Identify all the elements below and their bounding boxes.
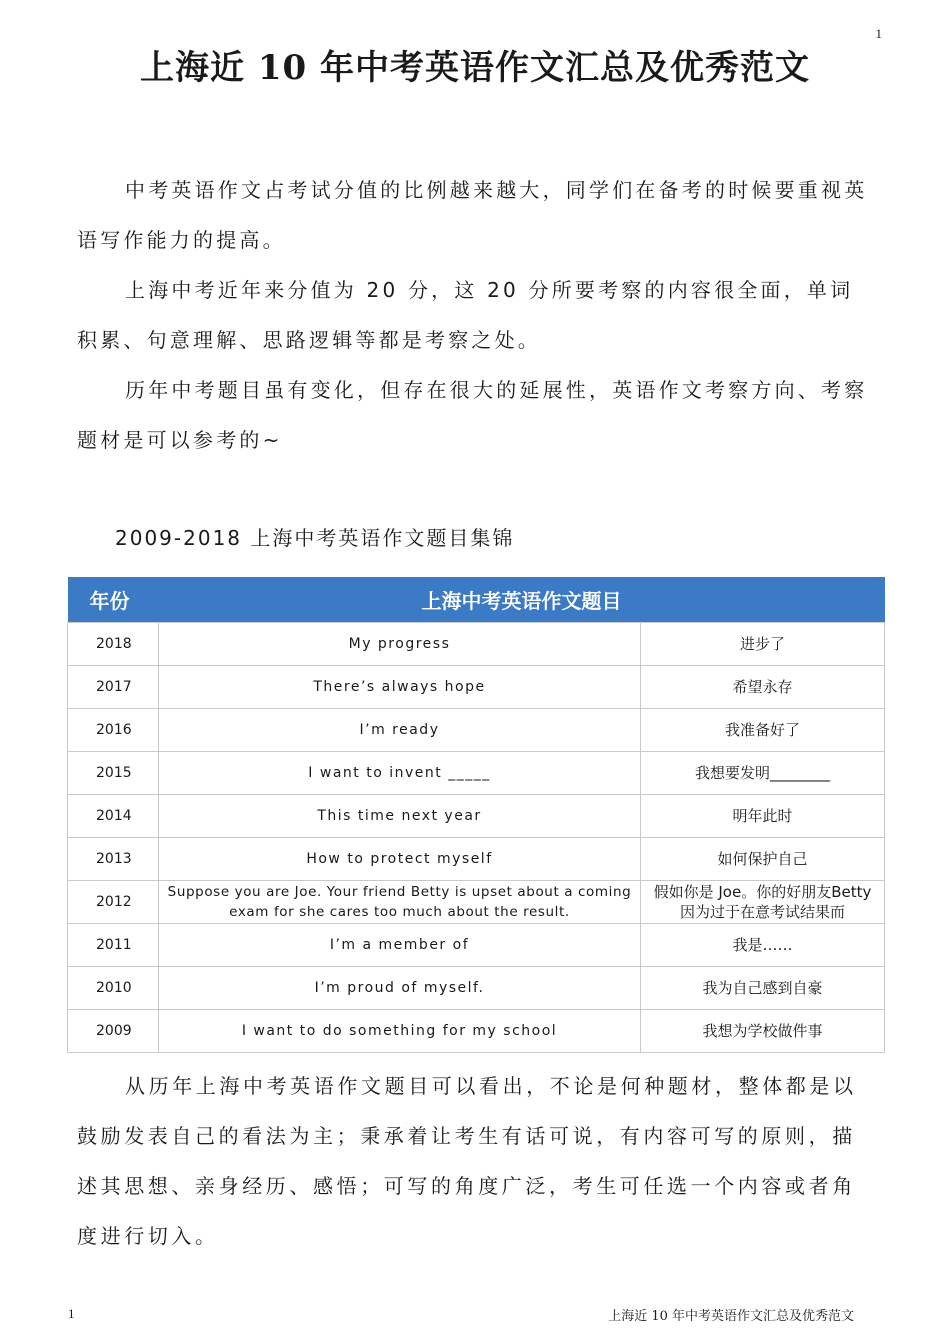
- intro-paragraph-3: 历年中考题目虽有变化，但存在很大的延展性，英语作文考察方向、考察题材是可以参考的~: [77, 378, 868, 452]
- year-cell: 2013: [68, 838, 159, 881]
- table-row: [68, 752, 885, 795]
- table-row: [68, 623, 885, 666]
- essay-topics-table: [67, 577, 885, 1053]
- year-cell: 2011: [68, 924, 159, 967]
- chinese-topic-cell: 我准备好了: [641, 709, 885, 752]
- english-topic-cell: My progress: [159, 623, 641, 666]
- year-cell: 2016: [68, 709, 159, 752]
- chinese-topic-cell: 明年此时: [641, 795, 885, 838]
- english-topic-cell: I’m a member of: [159, 924, 641, 967]
- table-row: [68, 709, 885, 752]
- year-cell: 2014: [68, 795, 159, 838]
- english-topic-cell: There’s always hope: [159, 666, 641, 709]
- chinese-topic-cell: 如何保护自己: [641, 838, 885, 881]
- document-title: 上海近 10 年中考英语作文汇总及优秀范文: [140, 48, 810, 88]
- english-topic-cell: I want to do something for my school: [159, 1010, 641, 1053]
- table-row: [68, 795, 885, 838]
- english-topic-cell: Suppose you are Joe. Your friend Betty is upset about a coming exam for she cares too much about the result.: [159, 881, 641, 924]
- chinese-topic-cell: 进步了: [641, 623, 885, 666]
- year-cell: 2009: [68, 1010, 159, 1053]
- english-topic-cell: How to protect myself: [159, 838, 641, 881]
- conclusion-paragraph: 从历年上海中考英语作文题目可以看出，不论是何种题材，整体都是以鼓励发表自己的看法为主；秉承着让考生有话可说，有内容可写的原则，描述其思想、亲身经历、感悟；可写的角度广泛，考生可任选一个内容或者角度进行切入。: [77, 1074, 857, 1248]
- english-topic-cell: This time next year: [159, 795, 641, 838]
- footer-page-number: 1: [68, 1306, 75, 1321]
- chinese-topic-cell: 我是……: [641, 924, 885, 967]
- chinese-topic-cell: 假如你是 Joe。你的好朋友Betty因为过于在意考试结果而: [641, 881, 885, 924]
- intro-paragraph-2: 上海中考近年来分值为 20 分，这 20 分所要考察的内容很全面，单词积累、句意理解、思路逻辑等都是考察之处。: [77, 278, 854, 352]
- intro-paragraph-1: 中考英语作文占考试分值的比例越来越大，同学们在备考的时候要重视英语写作能力的提高。: [77, 178, 868, 252]
- year-cell: 2017: [68, 666, 159, 709]
- header-page-number: 1: [875, 26, 882, 41]
- table-row: [68, 881, 885, 924]
- english-topic-cell: I want to invent _____: [159, 752, 641, 795]
- chinese-topic-cell: 我想为学校做件事: [641, 1010, 885, 1053]
- footer-title: 上海近 10 年中考英语作文汇总及优秀范文: [608, 1309, 854, 1324]
- english-topic-cell: I’m proud of myself.: [159, 967, 641, 1010]
- table-header-row: [68, 577, 885, 623]
- table-row: [68, 967, 885, 1010]
- chinese-topic-cell: 我为自己感到自豪: [641, 967, 885, 1010]
- year-cell: 2015: [68, 752, 159, 795]
- english-topic-cell: I’m ready: [159, 709, 641, 752]
- table-row: [68, 838, 885, 881]
- year-cell: 2012: [68, 881, 159, 924]
- table-row: [68, 666, 885, 709]
- year-cell: 2018: [68, 623, 159, 666]
- table-row: [68, 1010, 885, 1053]
- year-cell: 2010: [68, 967, 159, 1010]
- table-row: [68, 924, 885, 967]
- chinese-topic-cell: 我想要发明________: [641, 752, 885, 795]
- table-caption: 2009-2018 上海中考英语作文题目集锦: [115, 526, 515, 550]
- chinese-topic-cell: 希望永存: [641, 666, 885, 709]
- header-topic: 上海中考英语作文题目: [159, 577, 885, 623]
- header-year: 年份: [68, 577, 159, 623]
